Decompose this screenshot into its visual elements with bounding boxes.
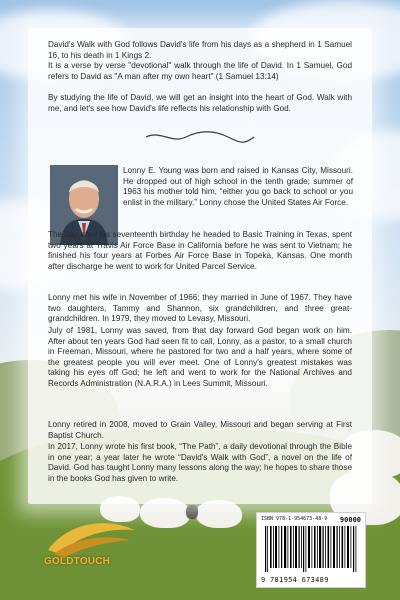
goldtouch-logo [40, 510, 140, 580]
barcode-box [256, 512, 366, 588]
isbn-digits: 9 781954 673489 [261, 576, 329, 584]
intro-paragraph-1: David's Walk with God follows David's life from his days as a shepherd in 1 Samuel 16, to his death in 1 Kings 2. [48, 40, 352, 60]
bio-paragraph-6: In 2017, Lonny wrote his first book, “The Path”, a daily devotional through the Bible in one year; a year later he wrote “David's Walk with God”, a novel on the life of David. God has taught Lonny many lessons along the way; he hopes to share those in the books God has given to write. [48, 442, 352, 483]
publisher-logo-text: GOLDTOUCH [44, 556, 111, 567]
ornament-divider [144, 130, 256, 144]
intro-paragraph-3: By studying the life of David, we will get an insight into the heart of God. Walk with me, and let's see how David's life reflects his relationship with God. [48, 93, 352, 113]
bio-paragraph-2: The day after his seventeenth birthday he headed to Basic Training in Texas, spent two years at Travis Air Force Base in California before he was sent to Vietnam; he finished his four years at Forbes Air Force Base in Topeka, Kansas. One month after discharge he went to work for United Parcel Service. [48, 230, 352, 271]
intro-paragraph-2: It is a verse by verse "devotional" walk through the life of David. In 1 Samuel, God refers to David as "A man after my own heart" (1 Samuel 13:14) [48, 61, 352, 81]
price-code: 90000 [339, 516, 361, 524]
sheep-head [186, 505, 198, 519]
bio-paragraph-4: July of 1981, Lonny was saved, from that day forward God began work on him. After about ten years God had seen fit to call, Lonny, as a pastor, to a small church in Freeman, Missouri, where he pastored for two and a half years, where some of the greatest people you will ever meet. One of Lonny's greatest mistakes was taking his eyes off God; he left and went to work for the National Archives and Records Administration (N.A.R.A.) in Lees Summit, Missouri. [48, 326, 352, 388]
barcode-bars [263, 526, 359, 572]
bio-paragraph-1: Lonny E. Young was born and raised in Kansas City, Missouri. He dropped out of high school in the tenth grade; summer of 1963 his mother told him, “either you go back to school or you enlist in the military.” Lonny chose the United States Air Force. [123, 166, 353, 207]
bio-paragraph-3: Lonny met his wife in November of 1966; they married in June of 1967. They have two daughters, Tammy and Shannon, six grandchildren, and three great-grandchildren. In 1979, they moved to Levasy, Missouri. [48, 293, 352, 323]
bio-paragraph-5: Lonny retired in 2008, moved to Grain Valley, Missouri and began serving at First Baptist Church. [48, 420, 352, 440]
isbn-label: ISBN 978-1-954673-48-9 [261, 516, 328, 522]
sheep [196, 500, 242, 528]
